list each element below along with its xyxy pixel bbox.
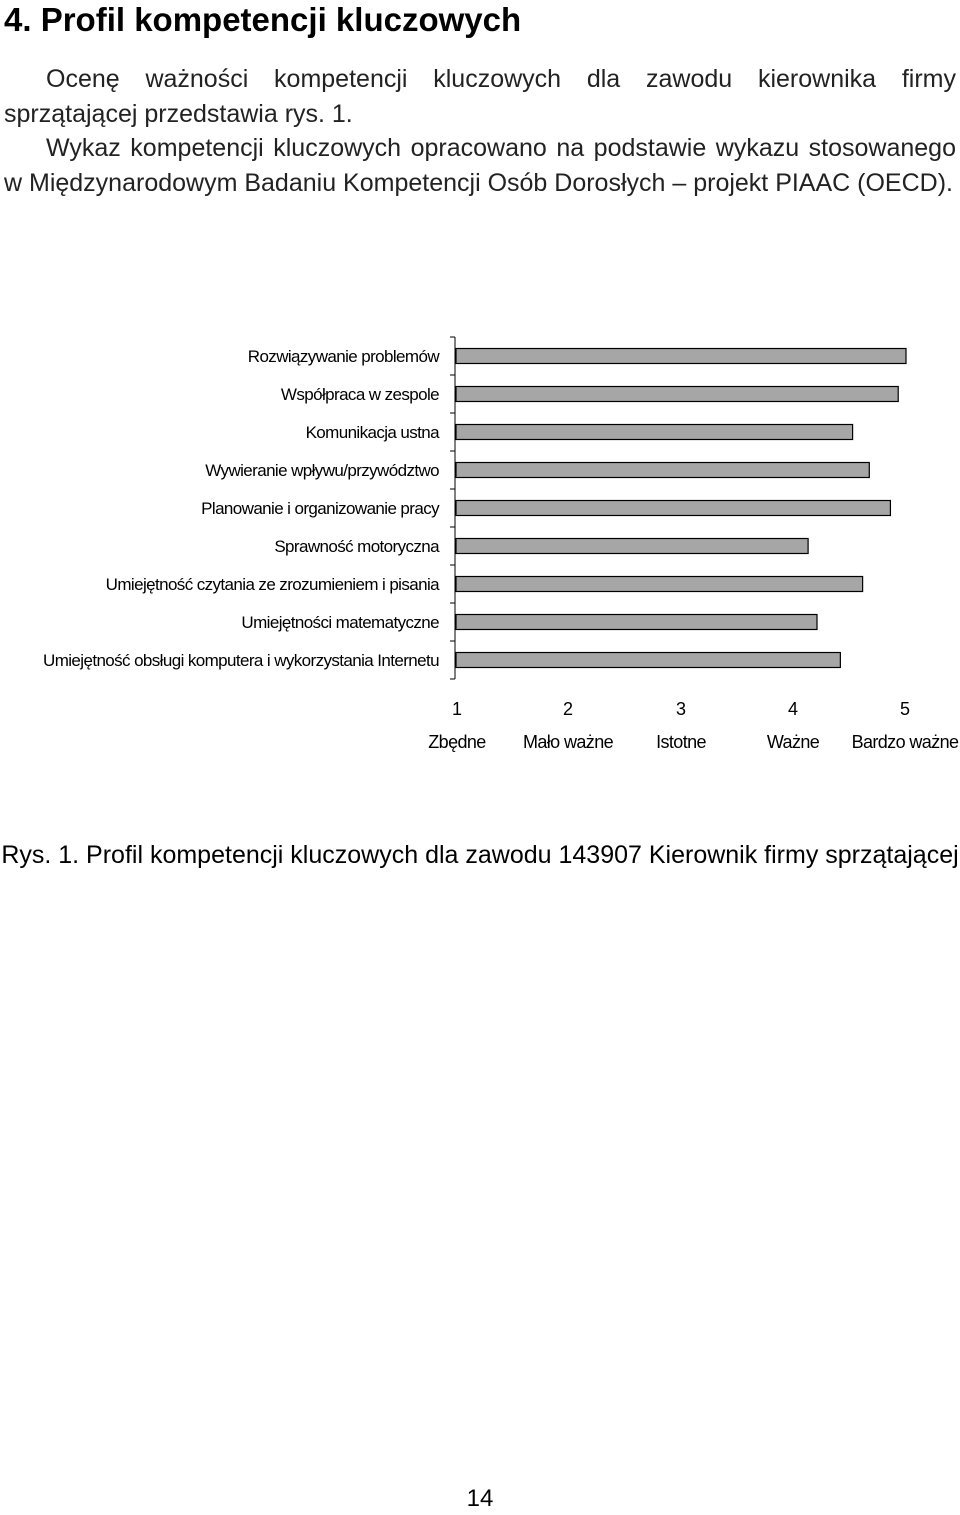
bar <box>456 463 869 478</box>
x-tick-description: Bardzo ważne <box>851 732 959 752</box>
bar <box>456 577 863 592</box>
x-tick-label: 4 <box>787 699 799 719</box>
x-tick-label: 2 <box>562 699 574 719</box>
page-number: 14 <box>466 1485 494 1512</box>
section-heading: 4. Profil kompetencji kluczowych <box>4 1 522 38</box>
category-label: Umiejętność obsługi komputera i wykorzystania Internetu <box>43 651 439 670</box>
bar <box>456 425 853 440</box>
figure-caption: Rys. 1. Profil kompetencji kluczowych dla zawodu 143907 Kierownik firmy sprzątającej <box>1 841 959 869</box>
bar <box>456 349 906 364</box>
category-label: Rozwiązywanie problemów <box>247 347 439 366</box>
bar <box>456 615 817 630</box>
competency-bar-chart <box>0 320 960 770</box>
x-tick-description: Istotne <box>656 732 706 752</box>
category-label: Umiejętności matematyczne <box>241 613 439 632</box>
bar <box>456 539 808 554</box>
bar <box>456 653 840 668</box>
x-tick-label: 3 <box>675 699 687 719</box>
x-tick-description: Zbędne <box>428 732 486 752</box>
category-label: Umiejętność czytania ze zrozumieniem i pisania <box>105 575 439 594</box>
category-label: Współpraca w zespole <box>280 385 439 404</box>
x-tick-description: Ważne <box>766 732 820 752</box>
category-label: Wywieranie wpływu/przywództwo <box>205 461 439 480</box>
x-tick-description: Mało ważne <box>522 732 614 752</box>
x-tick-label: 1 <box>451 699 463 719</box>
bars-layer <box>456 349 906 668</box>
source-paragraph: Wykaz kompetencji kluczowych opracowano na podstawie wykazu stosowanego w Międzynarodowym Badaniu Kompetencji Osób Dorosłych – projekt PIAAC (OECD). <box>4 134 956 197</box>
x-tick-label: 5 <box>899 699 911 719</box>
intro-paragraph: Ocenę ważności kompetencji kluczowych dla zawodu kierownika firmy sprzątającej przedstawia rys. 1. <box>4 65 956 128</box>
category-label: Sprawność motoryczna <box>274 537 439 556</box>
bar <box>456 501 890 516</box>
category-label: Komunikacja ustna <box>305 423 439 442</box>
category-label: Planowanie i organizowanie pracy <box>201 499 439 518</box>
bar <box>456 387 898 402</box>
category-labels-layer <box>43 347 440 670</box>
